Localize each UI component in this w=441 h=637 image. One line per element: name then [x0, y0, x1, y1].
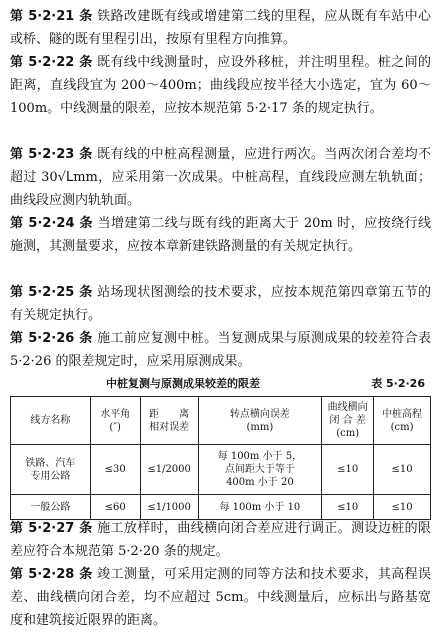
cell-distance: ≤1/2000 — [140, 445, 198, 495]
sqrt-formula: √L — [57, 170, 74, 185]
article-text: 施工前应复测中桩。当复测成果与原测成果的较差符合表 5·2·26 的限差规定时，应采用原测成果。 — [10, 331, 431, 369]
table-title: 中桩复测与原测成果较差的限差 — [106, 377, 260, 390]
article-5-2-21 — [10, 5, 431, 51]
cell-transverse: 每 100m 小于 10 — [198, 495, 322, 520]
article-number: 第 5·2·21 条 — [10, 9, 93, 24]
article-number: 第 5·2·22 条 — [10, 55, 93, 70]
article-number: 第 5·2·25 条 — [10, 285, 93, 300]
table-row — [11, 445, 431, 495]
cell-elevation: ≤10 — [374, 445, 431, 495]
article-text: 既有线中线测量时，应设外移桩，并注明里程。桩之间的距离，直线段宜为 200～400m；曲线段应按半径大小选定，宜为 60～100m。中线测量的限差，应按本规范第 5·2·17 条的规定执行。 — [10, 55, 431, 116]
cell-line-name: 铁路、汽车 专用公路 — [11, 445, 91, 495]
article-number: 第 5·2·24 条 — [10, 216, 93, 231]
cell-curve: ≤10 — [322, 445, 374, 495]
table-number: 表 5·2·26 — [371, 377, 425, 390]
header-line-name: 线方名称 — [11, 397, 91, 445]
article-text: 站场现状图测绘的技术要求，应按本规范第四章第五节的有关规定执行。 — [10, 285, 431, 323]
cell-elevation: ≤10 — [374, 495, 431, 520]
table-caption — [10, 375, 431, 391]
article-number: 第 5·2·28 条 — [10, 567, 93, 582]
article-5-2-25 — [10, 281, 431, 327]
cell-transverse: 每 100m 小于 5， 点间距大于等于 400m 小于 20 — [198, 445, 322, 495]
article-5-2-28 — [10, 563, 431, 632]
article-text-after: mm，应采用第一次成果。中桩高程，直线段应测左轨轨面；曲线段应测内轨轨面。 — [10, 170, 431, 208]
article-text-before: 既有线的中桩高程测量，应进行两次。当两次闭合差均不超过 30 — [10, 147, 431, 185]
header-curve-closure: 曲线横向 闭 合 差 (cm) — [322, 397, 374, 445]
cell-angle: ≤60 — [90, 495, 140, 520]
table-row — [11, 495, 431, 520]
article-5-2-23 — [10, 143, 431, 212]
article-5-2-24 — [10, 212, 431, 258]
header-distance-relative-error: 距 离 相对误差 — [140, 397, 198, 445]
cell-line-name: 一般公路 — [11, 495, 91, 520]
article-text: 铁路改建既有线或增建第二线的里程，应从既有车站中心或桥、隧的既有里程引出，按原有里程方向推算。 — [10, 9, 431, 47]
header-stake-elevation: 中桩高程 (cm) — [374, 397, 431, 445]
cell-angle: ≤30 — [90, 445, 140, 495]
cell-curve: ≤10 — [322, 495, 374, 520]
cell-distance: ≤1/1000 — [140, 495, 198, 520]
article-text: 当增建第二线与既有线的距离大于 20m 时，应按绕行线施测，其测量要求，应按本章新建铁路测量的有关规定执行。 — [10, 216, 431, 254]
tolerance-table — [10, 396, 431, 520]
article-number: 第 5·2·23 条 — [10, 147, 93, 162]
article-text: 施工放样时，曲线横向闭合差应进行调正。测设边桩的限差应符合本规范第 5·2·20 条的规定。 — [10, 521, 431, 559]
article-number: 第 5·2·26 条 — [10, 331, 93, 346]
header-horizontal-angle: 水平角 (″) — [90, 397, 140, 445]
header-transverse-error: 转点横向误差 (mm) — [198, 397, 322, 445]
table-header-row — [11, 397, 431, 445]
article-text: 竣工测量，可采用定测的同等方法和技术要求，其高程误差、曲线横向闭合差，均不应超过 5cm。中线测量后，应标出与路基宽度和建筑接近限界的距离。 — [10, 567, 431, 628]
article-number: 第 5·2·27 条 — [10, 521, 93, 536]
article-5-2-22 — [10, 51, 431, 120]
article-5-2-27 — [10, 517, 431, 563]
article-5-2-26 — [10, 327, 431, 373]
